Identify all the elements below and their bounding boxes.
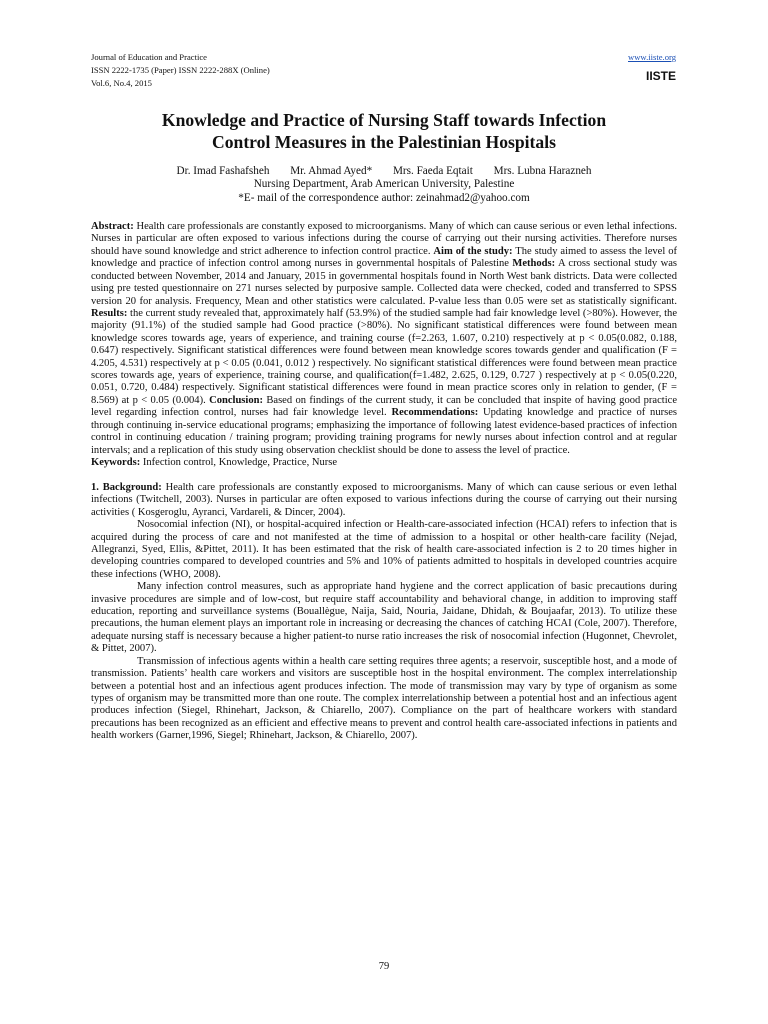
author-2: Mr. Ahmad Ayed*	[290, 165, 373, 177]
journal-name: Journal of Education and Practice	[91, 52, 207, 62]
background-paragraph-1	[91, 482, 677, 519]
author-names	[91, 165, 677, 178]
aim-text: The study aimed to assess the level of knowledge and practice of infection control among nurses in governmental hospitals of Palestine	[91, 245, 677, 270]
correspondence-line: *E- mail of the correspondence author: zeinahmad2@yahoo.com	[238, 191, 530, 204]
journal-header	[91, 51, 270, 90]
abstract-label: Abstract:	[91, 221, 134, 232]
author-affiliation: Nursing Department, Arab American University, Palestine	[253, 178, 515, 191]
paper-body	[91, 221, 677, 743]
abstract-paragraph	[91, 221, 677, 457]
paper-title	[91, 109, 677, 153]
background-heading: 1. Background:	[91, 481, 162, 493]
aim-label: Aim of the study:	[433, 245, 513, 257]
journal-url-link[interactable]: www.iiste.org	[628, 52, 676, 62]
background-text-1: Health care professionals are constantly exposed to microorganisms. Many of which can cause serious or even lethal infections (Twitchell, 2003). Nurses in particular are often exposed to various infections during the course of carrying out their nursing activities ( Kosgeroglu, Ayranci, Vardareli, & Dincer, 2004).	[91, 481, 677, 518]
results-label: Results:	[91, 307, 128, 319]
keywords-label: Keywords:	[91, 457, 141, 469]
conclusion-label: Conclusion:	[209, 394, 263, 406]
conclusion-text: Based on findings of the current study, it can be concluded that inspite of having good practice level regarding infection control, nurses had fair knowledge level.	[91, 394, 677, 419]
abstract-intro-text: Health care professionals are constantly exposed to microorganisms. Many of which can cause serious or even lethal infections. Nurses in particular are often exposed to various infections during the course of carrying out their nursing activities. Therefore nurses should have sound knowledge and strict adherence to infection control practice.	[91, 221, 677, 257]
background-paragraph-3: Many infection control measures, such as appropriate hand hygiene and the correct application of basic precautions during invasive procedures are simple and of low-cost, but require staff accountability and behavioral change, in addition to improving staff education, reporting and surveillance systems (Bouallègue, Naija, Said, Nouria, Jaidane, Dhidah, & Boujaafar, 2013). To utilize these precautions, the human element plays an important role in increasing or decreasing the chances of catching HCAI (Cole, 2007). Therefore, adequate nursing staff is necessary because a higher patient-to nurse ratio increases the risk of nosocomial infection (Hugonnet, Chevrolet, & Pittet, 2007).	[91, 581, 677, 655]
volume-line: Vol.6, No.4, 2015	[91, 78, 152, 88]
author-3: Mrs. Faeda Eqtait	[392, 165, 473, 177]
author-block	[91, 165, 677, 205]
author-4: Mrs. Lubna Harazneh	[493, 165, 592, 177]
results-text: the current study revealed that, approximately half (53.9%) of the studied sample had fair knowledge level (>80%). However, the majority (91.1%) of the studied sample had Good practice (>80%). No significant statistical differences were found between mean knowledge scores towards age, years of experience, and training course (f=2.263, 1.607, 0.210) respectively at p < 0.05(0.082, 0.188, 0.647) respectively. Significant statistical differences were found between mean knowledge scores towards gender and qualification (F = 4.205, 4.531) respectively at p < 0.05 (0.041, 0.012 ) respectively. No significant statistical differences were found between mean practice scores towards age, years of experience, training course, and qualification(f=1.482, 2.625, 0.129, 0.727 ) respectively at p < 0.05(0.220, 0.051, 0.720, 0.484) respectively. Significant statistical differences were found in mean practice scores only in relation to gender, (F = 8.569) at p < 0.05 (0.004).	[91, 307, 677, 406]
keywords-line	[91, 457, 677, 469]
background-paragraph-2: Nosocomial infection (NI), or hospital-acquired infection or Health-care-associated infection (HCAI) refers to infection that is acquired during the process of care and not manifested at the time of admission to a hospital or other health-care facility (Nejad, Allegranzi, Syed, Ellis, &Pittet, 2011). It has been estimated that the risk of health care-associated infection is 2 to 20 times higher in developing countries compared to developed countries and 5% and 10% of patients admitted to hospitals in developed countries acquire these infections (WHO, 2008).	[91, 519, 677, 580]
title-line-2: Control Measures in the Palestinian Hospitals	[212, 132, 556, 152]
author-1: Dr. Imad Fashafsheh	[176, 165, 270, 177]
recommendations-text: Updating knowledge and practice of nurses through continuing in-service educational programs; emphasizing the importance of following latest evidence-based practices of infection control in continuing education / training program; providing training programs for newly nurses about infection control and at regular intervals; and a replication of this study using observation checklist should be done to assess the level of practice.	[91, 407, 677, 456]
background-paragraph-4: Transmission of infectious agents within a health care setting requires three agents; a reservoir, susceptible host, and a mode of transmission. Patients’ health care workers and visitors are susceptible host in the hospital environment. The complex interrelationship between a potential host and an infectious agent produces infection. The mode of transmission may vary by type of organism as some types of organism may be transmitted more than one route. The complex interrelationship between a potential host and an infectious agent produces infection (Siegel, Rhinehart, Jackson, & Chiarello, 2007). Compliance on the part of healthcare workers with standard precautions has been recognized as an efficient and effective means to prevent and control health care-associated infections in patients and health workers (Garner,1996, Siegel; Rhinehart, Jackson, & Chiarello, 2007).	[91, 655, 677, 742]
iiste-logo-text: IISTE	[646, 69, 676, 83]
iiste-logo-graphic	[646, 67, 676, 83]
issn-line: ISSN 2222-1735 (Paper) ISSN 2222-288X (Online)	[91, 65, 270, 75]
keywords-text: Infection control, Knowledge, Practice, Nurse	[140, 457, 338, 469]
iiste-logo	[646, 67, 676, 88]
methods-label: Methods:	[512, 258, 556, 270]
page-number: 79	[378, 961, 390, 972]
title-line-1: Knowledge and Practice of Nursing Staff towards Infection	[161, 110, 607, 130]
journal-header-right	[628, 51, 676, 88]
recommendations-label: Recommendations:	[391, 407, 479, 419]
methods-text: A cross sectional study was conducted between November, 2014 and January, 2015 in governmental hospitals found in North West bank districts. Data were collected using pre tested questionnaire on 271 nurses selected by purposive sample. Collected data were checked, coded and transferred to SPSS version 20 for analysis. Frequency, Mean and other statistics were calculated. P-value less than 0.05 were set as statistically significant.	[91, 258, 678, 307]
